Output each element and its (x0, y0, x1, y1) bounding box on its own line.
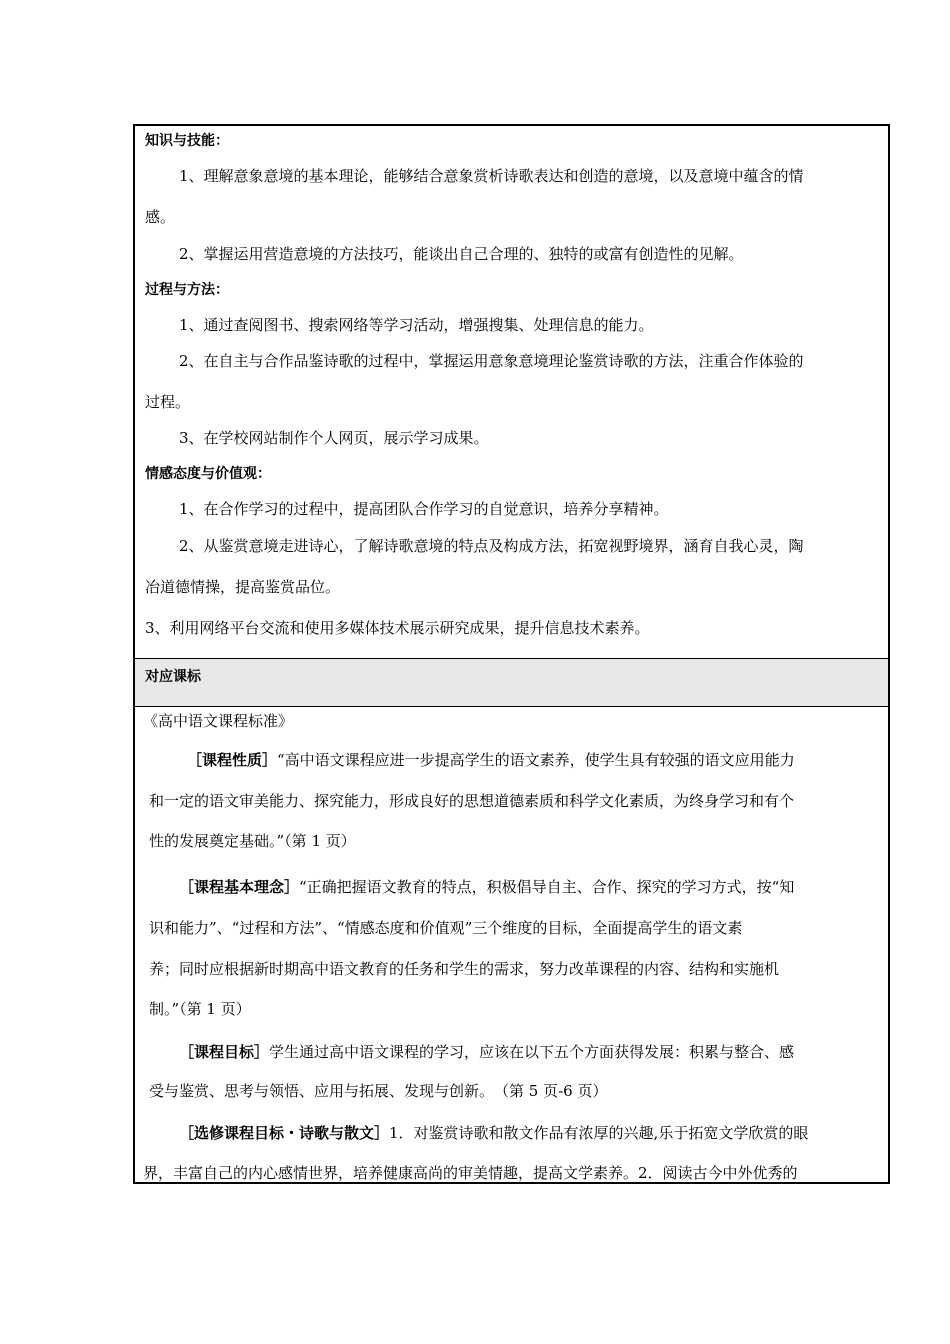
knowledge-item-2: 2、掌握运用营造意境的方法技巧，能谈出自己合理的、独特的或富有创造性的见解。 (179, 245, 744, 263)
elective-goal-paragraph (179, 1123, 808, 1143)
process-method-heading: 过程与方法： (145, 282, 229, 298)
process-item-1: 1、通过查阅图书、搜索网络等学习活动，增强搜集、处理信息的能力。 (179, 316, 654, 334)
course-nature-text-2: 和一定的语文审美能力、探究能力，形成良好的思想道德素质和科学文化素质，为终身学习和有个 (149, 792, 795, 810)
attitude-item-3: 3、利用网络平台交流和使用多媒体技术展示研究成果，提升信息技术素养。 (145, 619, 650, 637)
elective-goal-text-2: 界，丰富自己的内心感情世界，培养健康高尚的审美情趣，提高文学素养。2．阅读古今中外优秀的 (143, 1164, 798, 1182)
course-goal-text-1: 学生通过高中语文课程的学习，应该在以下五个方面获得发展：积累与整合、感 (269, 1043, 795, 1061)
knowledge-item-1-cont: 感。 (145, 208, 176, 226)
knowledge-skills-heading: 知识与技能： (145, 133, 229, 149)
attitude-values-heading: 情感态度与价值观： (145, 466, 271, 482)
objectives-cell (135, 126, 888, 658)
course-concept-text-3: 养；同时应根据新时期高中语文教育的任务和学生的需求，努力改革课程的内容、结构和实施机 (149, 960, 780, 978)
process-item-3: 3、在学校网站制作个人网页，展示学习成果。 (179, 429, 489, 447)
course-concept-text-4: 制。”（第 1 页） (149, 1000, 251, 1018)
standards-header: 对应课标 (145, 669, 201, 685)
course-concept-paragraph (179, 877, 794, 897)
elective-goal-text-1: 1．对鉴赏诗歌和散文作品有浓厚的兴趣,乐于拓宽文学欣赏的眼 (389, 1124, 809, 1142)
course-concept-text-1: “正确把握语文教育的特点，积极倡导自主、合作、探究的学习方式，按“知 (299, 878, 795, 896)
course-goal-label: ［课程目标］ (179, 1043, 270, 1061)
standards-header-cell (135, 658, 888, 707)
standard-book-title: 《高中语文课程标准》 (143, 712, 294, 730)
course-nature-label: ［课程性质］ (187, 751, 278, 769)
lesson-table (133, 124, 890, 1184)
attitude-item-1: 1、在合作学习的过程中，提高团队合作学习的自觉意识，培养分享精神。 (179, 500, 669, 518)
process-item-2: 2、在自主与合作品鉴诗歌的过程中，掌握运用意象意境理论鉴赏诗歌的方法，注重合作体验的 (179, 352, 804, 370)
course-nature-text-3: 性的发展奠定基础。”（第 1 页） (149, 832, 356, 850)
attitude-item-2-cont: 冶道德情操，提高鉴赏品位。 (145, 578, 341, 596)
course-goal-paragraph (179, 1042, 794, 1062)
course-goal-text-2: 受与鉴赏、思考与领悟、应用与拓展、发现与创新。 （第 5 页-6 页） (149, 1082, 608, 1100)
attitude-item-2: 2、从鉴赏意境走进诗心，了解诗歌意境的特点及构成方法，拓宽视野境界，涵育自我心灵，陶 (179, 537, 804, 555)
course-concept-text-2: 识和能力”、“过程和方法”、“情感态度和价值观”三个维度的目标，全面提高学生的语文素 (149, 919, 743, 937)
process-item-2-cont: 过程。 (145, 393, 191, 411)
course-nature-text-1: “高中语文课程应进一步提高学生的语文素养，使学生具有较强的语文应用能力 (277, 751, 795, 769)
knowledge-item-1: 1、理解意象意境的基本理论，能够结合意象赏析诗歌表达和创造的意境，以及意境中蕴含的情 (179, 167, 804, 185)
course-nature-paragraph (187, 750, 795, 770)
elective-goal-label: ［选修课程目标・诗歌与散文］ (179, 1124, 390, 1142)
course-concept-label: ［课程基本理念］ (179, 878, 300, 896)
